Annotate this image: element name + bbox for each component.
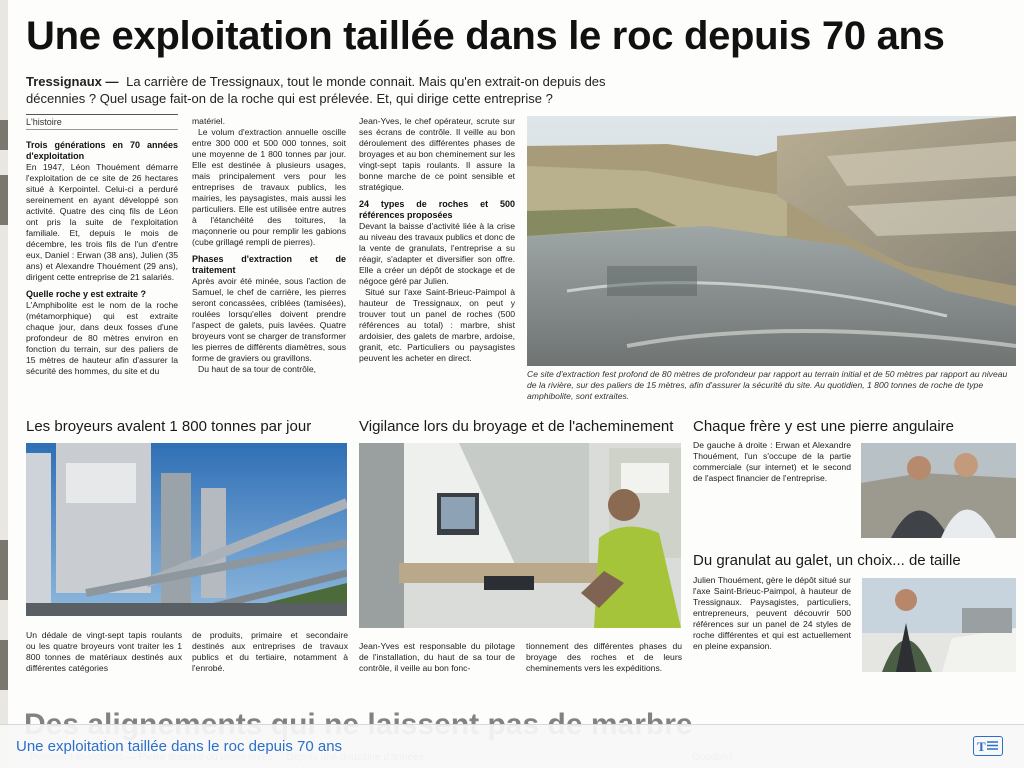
paragraph: Après avoir été minée, sous l'action de Samuel, le chef de carrière, les pierres seront concassées, criblées (tamisées), roulées lorsqu'elles doivent prendre l'aspect de galets, puis lavées. Quatre broyeurs vont se charger de transformer les pierres de différents diamètres, sous forme de graviers ou gravillons. — [192, 276, 346, 363]
left-page-edge — [0, 0, 8, 768]
lead-place: Tressignaux — — [26, 74, 119, 89]
vigilance-text-b — [526, 641, 682, 674]
paragraph: Du haut de sa tour de contrôle, — [198, 364, 317, 374]
quarry-photo — [527, 116, 1016, 366]
reader-view-icon — [976, 739, 1000, 753]
paragraph: En 1947, Léon Thouément démarre l'exploitation de ce site de 26 hectares situé à Kerpointel. Celui-ci a perduré sereinement en ayant développé son activité. Quatre des cinq fils de Léon ont pris la suite de l'exploitation familiale. Et, depuis le mois de décembre, les trois fils de l'un d'entre eux, Daniel : Erwan (38 ans), Julien (35 ans) et Alexandre Thouément (29 ans), dirigent cette entreprise de 21 salariés. — [26, 162, 178, 282]
control-room-photo — [359, 443, 681, 628]
paragraph: Situé sur l'axe Saint-Brieuc-Paimpol à hauteur de Tressignaux, on peut y trouver tout un panel de roches (500 références au total) : marbre, shist ardoisier, des galets de marbre, ardoise, granit, etc. Particuliers ou paysagistes peuvent les acheter en direct. — [359, 287, 515, 363]
crusher-photo — [26, 443, 347, 616]
paragraph: tionnement des différentes phases du broyage des roches et de leurs cheminements vers les expéditions. — [526, 641, 682, 673]
paragraph: de produits, primaire et secondaire destinés aux entreprises de travaux publics et du tertiaire, notamment à l'enrobé. — [192, 630, 348, 673]
brothers-photo — [861, 443, 1016, 538]
section-title-vigilance: Vigilance lors du broyage et de l'acheminement — [359, 418, 674, 435]
frere-text — [693, 440, 851, 484]
subheading: Phases d'extraction et de traitement — [192, 254, 346, 275]
vigilance-text-a — [359, 641, 515, 674]
broyeurs-text-a — [26, 630, 182, 674]
paragraph: Le volum d'extraction annuelle oscille entre 300 000 et 500 000 tonnes, soit une moyenne de 1 800 tonnes par jour. Elle est destinée à plusieurs usages, mais principalement vers pour les entreprises de travaux publics, les mairies, les paysagistes, mais aussi les particuliers. Elle est utilisée entre autres à l'étanchéité des toitures, la maçonnerie ou pour remplir les gabions (cube grillagé rempli de pierres). — [192, 127, 346, 247]
text-column-2 — [192, 116, 346, 402]
article-link[interactable]: Une exploitation taillée dans le roc depuis 70 ans — [16, 738, 343, 755]
paragraph: Jean-Yves est responsable du pilotage de l'installation, du haut de sa tour de contrôle, il veille au bon fonc- — [359, 641, 515, 673]
article-lead — [26, 73, 626, 107]
paragraph: Julien Thouément, gère le dépôt situé sur l'axe Saint-Brieuc-Paimpol, à hauteur de Tressignaux. Paysagistes, particuliers, entrepreneurs, peuvent découvrir 500 références sur un panel de 24 styles de roche différentes et qui est actuellement en pleine expansion. — [693, 575, 851, 651]
svg-text:T: T — [977, 739, 986, 753]
article-headline: Une exploitation taillée dans le roc depuis 70 ans — [26, 14, 945, 58]
quarry-photo-caption: Ce site d'extraction fest profond de 80 mètres de profondeur par rapport au terrain initial et de 50 mètres par rapport au niveau de la rivière, sur des paliers de 15 mètres, afin d'assurer la sécurité du site. Au quotidien, 1 800 tonnes de roche de type amphibolite, sont extraites. — [527, 369, 1008, 401]
paragraph: Devant la baisse d'activité liée à la crise au niveau des travaux publics et donc de la vente de granulats, l'entreprise a su réagir, s'adapter et diversifier son offre. Elle a créer un dépôt de stockage et de négoce géré par Julien. — [359, 221, 515, 286]
paragraph: Un dédale de vingt-sept tapis roulants ou les quatre broyeurs vont traiter les 1 800 tonnes de matériaux destinés aux différentes catégories — [26, 630, 182, 673]
subheading: Trois générations en 70 années d'exploitation — [26, 140, 178, 161]
paragraph: L'Amphibolite est le nom de la roche (métamorphique) qui est extraite chaque jour, dans deux fosses d'une profondeur de 80 mètres environ en fonction du terrain, sur des paliers de 15 mètres de hauteur afin d'assurer la sécurité des hommes, du site et du — [26, 300, 178, 376]
subheading: 24 types de roches et 500 références proposées — [359, 199, 515, 220]
paragraph: Jean-Yves, le chef opérateur, scrute sur ses écrans de contrôle. Il veille au bon déroulement des différentes phases de broyages et au bon cheminement sur les vingt-sept tapis roulants. Il assure la bonne marche de ce point sensible et stratégique. — [359, 116, 515, 192]
section-title-broyeurs: Les broyeurs avalent 1 800 tonnes par jour — [26, 418, 312, 435]
granulat-text — [693, 575, 851, 652]
reader-view-button[interactable] — [973, 736, 1003, 756]
bottom-bar — [0, 724, 1024, 768]
lead-text: La carrière de Tressignaux, tout le monde connait. Mais qu'en extrait-on depuis des décennies ? Quel usage fait-on de la roche qui est prélevée. Et, qui dirige cette entreprise ? — [26, 74, 606, 106]
text-column-1 — [26, 140, 178, 402]
paragraph: De gauche à droite : Erwan et Alexandre Thouément, l'un s'occupe de la partie commerciale (sur internet) et le second de l'aspect financier de l'entreprise. — [693, 440, 851, 483]
depot-photo — [862, 578, 1016, 672]
kicker-label: L'histoire — [26, 114, 178, 130]
section-title-granulat: Du granulat au galet, un choix... de taille — [693, 552, 961, 569]
section-title-frere: Chaque frère y est une pierre angulaire — [693, 418, 954, 435]
paragraph: matériel. — [192, 116, 225, 126]
text-column-3 — [359, 116, 515, 402]
broyeurs-text-b — [192, 630, 348, 674]
subheading: Quelle roche y est extraite ? — [26, 289, 147, 299]
